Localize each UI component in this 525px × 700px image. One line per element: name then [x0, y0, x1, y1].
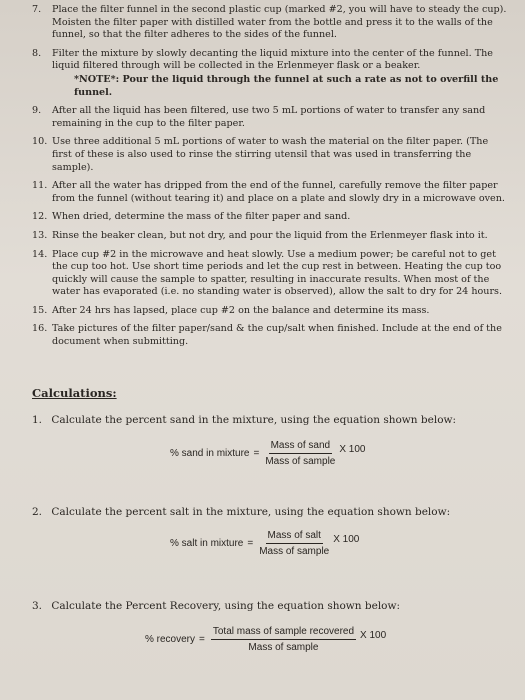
- calculations-heading: Calculations:: [32, 386, 117, 400]
- step-number: 9.: [32, 105, 42, 117]
- formula-lhs: % recovery: [145, 634, 196, 645]
- formula-equals: =: [253, 448, 260, 459]
- formula-denominator: Mass of sample: [248, 642, 319, 653]
- procedure-steps: [32, 4, 510, 355]
- formula-fraction: [211, 626, 356, 653]
- step-15: [32, 305, 510, 318]
- step-16: [32, 323, 510, 348]
- step-10: [32, 136, 510, 174]
- calc-number: 2.: [32, 506, 43, 518]
- formula-multiplier: X 100: [333, 534, 360, 545]
- formula-lhs: % sand in mixture: [170, 448, 250, 459]
- step-text: After all the water has dripped from the end of the funnel, carefully remove the filter paper from the funnel (without tearing it) and place on a plate and slowly dry in a microwave oven.: [52, 180, 505, 204]
- step-text: When dried, determine the mass of the filter paper and sand.: [52, 211, 351, 223]
- step-number: 12.: [32, 211, 48, 223]
- note-text: *NOTE*: Pour the liquid through the funnel at such a rate as not to overfill the funnel.: [74, 73, 499, 98]
- formula-multiplier: X 100: [339, 444, 366, 455]
- formula-denominator: Mass of sample: [259, 546, 330, 557]
- step-text: Place cup #2 in the microwave and heat slowly. Use a medium power; be careful not to get the cup too hot. Use short time periods and let the cup rest in between. Heating the cup too quickly will cause the sample to spatter, resulting in inaccurate results. When most of the water has evaporated (i.e. no standing water is observed), allow the salt to dry for 24 hours.: [52, 248, 503, 298]
- formula-equals: =: [247, 538, 254, 549]
- step-text: Use three additional 5 mL portions of water to wash the material on the filter paper. (The first of these is also used to rinse the stirring utensil that was used in transferring the sample).: [52, 136, 489, 173]
- step-9: [32, 105, 510, 130]
- calc-number: 3.: [32, 600, 43, 612]
- calculation-item-2: [32, 506, 510, 518]
- step-14: [32, 249, 510, 299]
- formula-equals: =: [199, 634, 205, 645]
- calc-number: 1.: [32, 414, 43, 426]
- calc-text: Calculate the percent salt in the mixture, using the equation shown below:: [51, 506, 451, 518]
- calc-text: Calculate the Percent Recovery, using the equation shown below:: [51, 600, 401, 612]
- formula-fraction: [259, 530, 329, 557]
- formula-lhs: % salt in mixture: [170, 538, 244, 549]
- formula-numerator: Mass of sand: [269, 440, 332, 454]
- step-number: 15.: [32, 304, 48, 316]
- formula-percent-recovery: [145, 626, 386, 653]
- step-text: Filter the mixture by slowly decanting the liquid mixture into the center of the funnel. The liquid filtered through will be collected in the Erlenmeyer flask or a beaker.: [52, 47, 493, 72]
- formula-numerator: Total mass of sample recovered: [211, 626, 356, 640]
- step-text: Place the filter funnel in the second plastic cup (marked #2, you will have to steady the cup). Moisten the filter paper with distilled water from the bottle and press it to the walls of the funnel, so that the filter adheres to the sides of the funnel.: [52, 4, 507, 41]
- step-text: Take pictures of the filter paper/sand & the cup/salt when finished. Include at the end of the document when submitting.: [52, 323, 502, 348]
- step-7: [32, 4, 510, 42]
- formula-fraction: [265, 440, 335, 467]
- step-11: [32, 180, 510, 205]
- step-number: 7.: [32, 4, 42, 15]
- step-text: Rinse the beaker clean, but not dry, and pour the liquid from the Erlenmeyer flask into it.: [52, 229, 488, 241]
- formula-denominator: Mass of sample: [265, 456, 336, 467]
- formula-percent-sand: [170, 440, 366, 467]
- calculation-item-3: [32, 600, 510, 612]
- step-text: After 24 hrs has lapsed, place cup #2 on the balance and determine its mass.: [52, 304, 430, 316]
- step-number: 8.: [32, 47, 42, 59]
- step-12: [32, 211, 510, 224]
- step-number: 16.: [32, 323, 48, 335]
- formula-numerator: Mass of salt: [266, 530, 323, 544]
- calculation-item-1: [32, 414, 510, 426]
- step-number: 10.: [32, 136, 48, 148]
- step-number: 13.: [32, 229, 48, 241]
- formula-percent-salt: [170, 530, 359, 557]
- step-13: [32, 230, 510, 243]
- step-number: 14.: [32, 248, 48, 260]
- formula-multiplier: X 100: [360, 630, 387, 641]
- step-text: After all the liquid has been filtered, use two 5 mL portions of water to transfer any sand remaining in the cup to the filter paper.: [52, 105, 486, 129]
- calc-text: Calculate the percent sand in the mixture, using the equation shown below:: [51, 414, 457, 426]
- step-8: [32, 48, 510, 73]
- step-number: 11.: [32, 180, 48, 192]
